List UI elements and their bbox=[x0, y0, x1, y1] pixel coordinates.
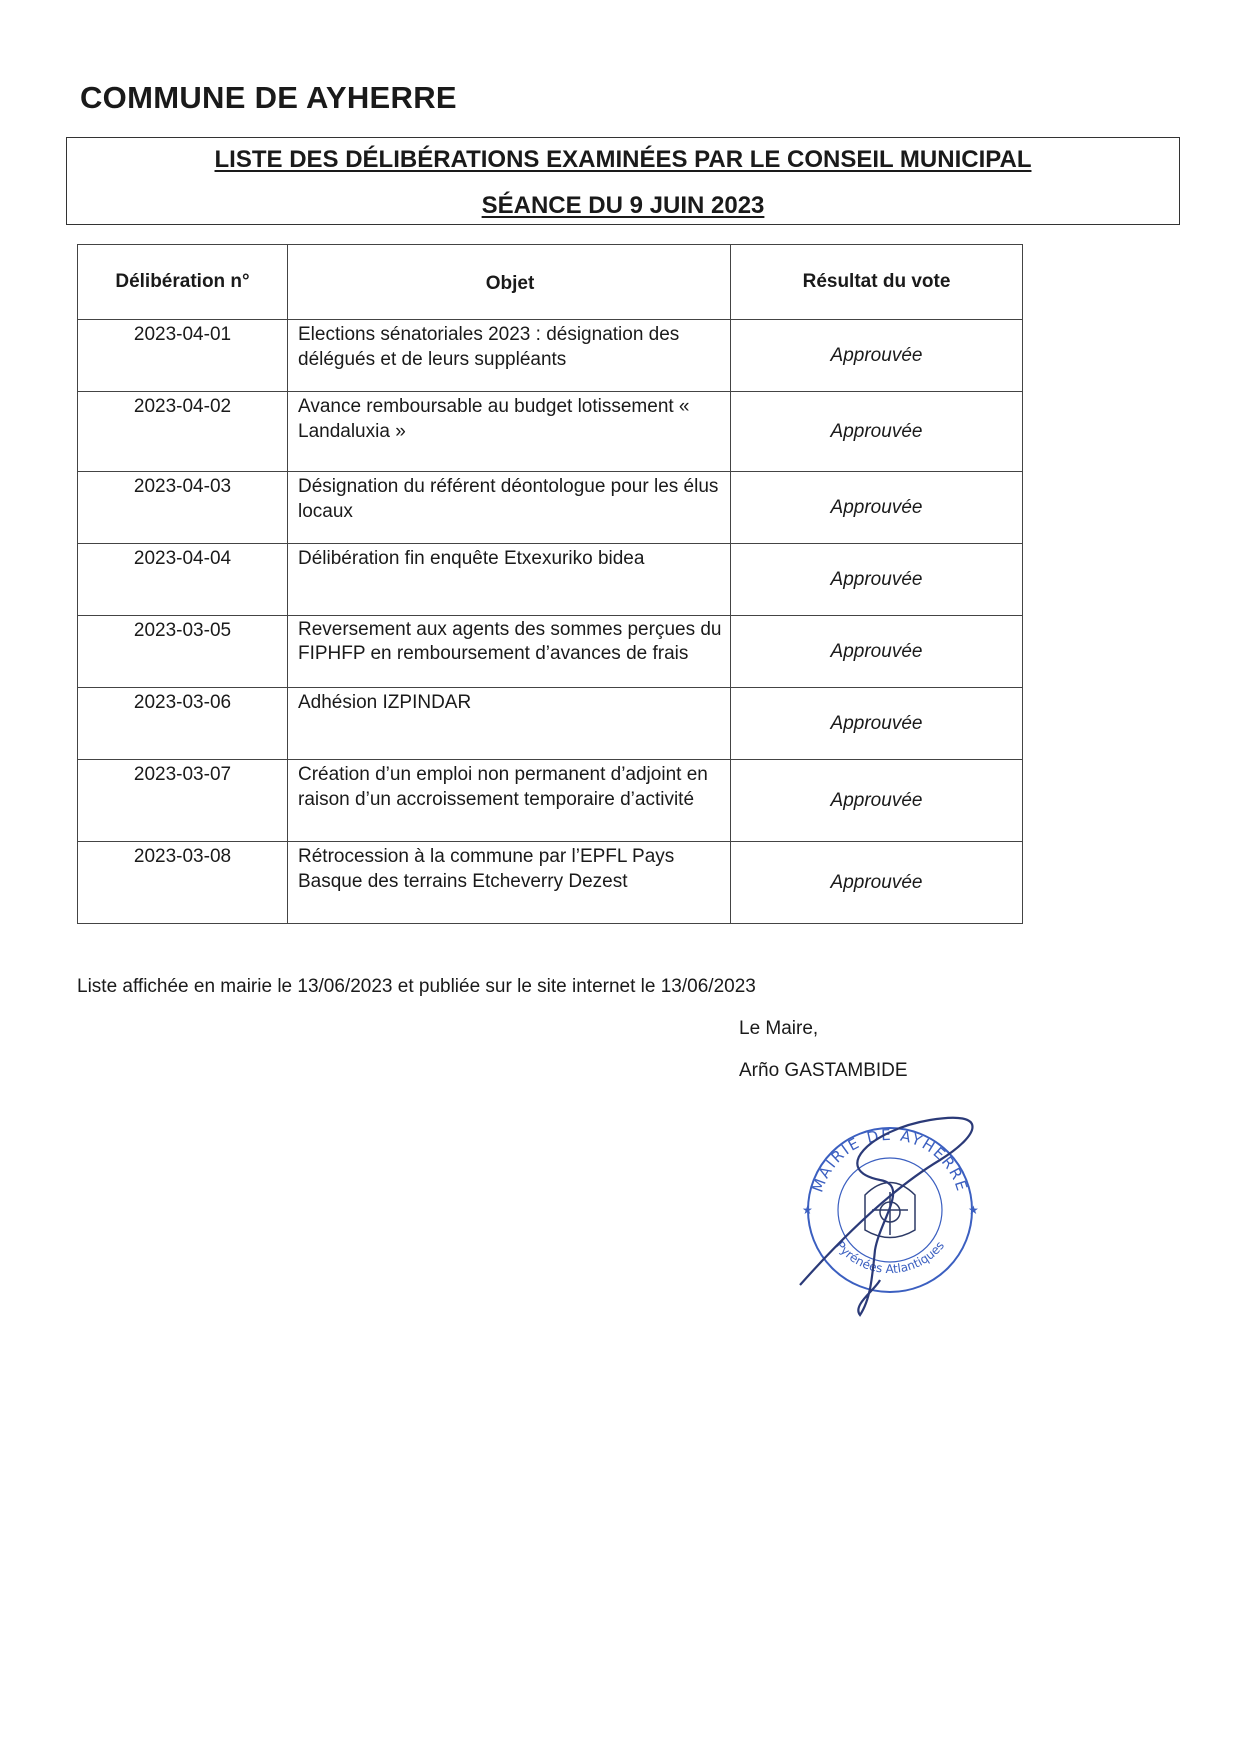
title-box bbox=[66, 137, 1180, 225]
table-row bbox=[78, 616, 1023, 688]
deliberation-number: 2023-04-04 bbox=[78, 544, 288, 616]
deliberation-number: 2023-04-01 bbox=[78, 320, 288, 392]
table-row bbox=[78, 392, 1023, 472]
session-date: SÉANCE DU 9 JUIN 2023 bbox=[481, 192, 765, 219]
deliberation-object: Rétrocession à la commune par l’EPFL Pays Basque des terrains Etcheverry Dezest bbox=[288, 842, 731, 924]
table-row bbox=[78, 472, 1023, 544]
deliberations-table bbox=[77, 244, 1023, 924]
stamp-top-text: MAIRIE DE AYHERRE bbox=[808, 1125, 972, 1195]
table-row bbox=[78, 544, 1023, 616]
deliberation-object: Adhésion IZPINDAR bbox=[288, 688, 731, 760]
table-row bbox=[78, 842, 1023, 924]
signature-icon bbox=[800, 1118, 973, 1315]
column-header-result: Résultat du vote bbox=[731, 245, 1023, 320]
deliberation-number: 2023-03-08 bbox=[78, 842, 288, 924]
deliberation-number: 2023-04-03 bbox=[78, 472, 288, 544]
deliberation-object: Avance remboursable au budget lotissement « Landaluxia » bbox=[288, 392, 731, 472]
stamp-star-right-icon: ★ bbox=[968, 1203, 979, 1217]
mairie-stamp bbox=[780, 1100, 1000, 1320]
vote-result: Approuvée bbox=[731, 472, 1023, 544]
publication-note: Liste affichée en mairie le 13/06/2023 et publiée sur le site internet le 13/06/2023 bbox=[77, 976, 756, 997]
column-header-object: Objet bbox=[288, 245, 731, 320]
table-row bbox=[78, 320, 1023, 392]
table-row bbox=[78, 688, 1023, 760]
deliberation-number: 2023-03-06 bbox=[78, 688, 288, 760]
stamp-star-left-icon: ★ bbox=[802, 1203, 813, 1217]
vote-result: Approuvée bbox=[731, 392, 1023, 472]
vote-result: Approuvée bbox=[731, 760, 1023, 842]
deliberation-object: Reversement aux agents des sommes perçues du FIPHFP en remboursement d’avances de frais bbox=[288, 616, 731, 688]
vote-result: Approuvée bbox=[731, 544, 1023, 616]
document-title: LISTE DES DÉLIBÉRATIONS EXAMINÉES PAR LE CONSEIL MUNICIPAL bbox=[214, 146, 1032, 173]
deliberation-number: 2023-03-07 bbox=[78, 760, 288, 842]
table-row bbox=[78, 760, 1023, 842]
deliberation-object: Elections sénatoriales 2023 : désignation des délégués et de leurs suppléants bbox=[288, 320, 731, 392]
vote-result: Approuvée bbox=[731, 616, 1023, 688]
mayor-label: Le Maire, bbox=[739, 1018, 819, 1039]
stamp-bottom-text: Pyrénées Atlantiques bbox=[832, 1238, 948, 1277]
column-header-number: Délibération n° bbox=[78, 245, 288, 320]
deliberation-number: 2023-03-05 bbox=[78, 616, 288, 688]
table-header-row bbox=[78, 245, 1023, 320]
deliberation-object: Création d’un emploi non permanent d’adjoint en raison d’un accroissement temporaire d’activité bbox=[288, 760, 731, 842]
commune-name: COMMUNE DE AYHERRE bbox=[80, 80, 457, 115]
mayor-name: Arño GASTAMBIDE bbox=[739, 1060, 908, 1081]
vote-result: Approuvée bbox=[731, 688, 1023, 760]
deliberation-object: Désignation du référent déontologue pour les élus locaux bbox=[288, 472, 731, 544]
vote-result: Approuvée bbox=[731, 842, 1023, 924]
deliberation-object: Délibération fin enquête Etxexuriko bidea bbox=[288, 544, 731, 616]
vote-result: Approuvée bbox=[731, 320, 1023, 392]
deliberation-number: 2023-04-02 bbox=[78, 392, 288, 472]
